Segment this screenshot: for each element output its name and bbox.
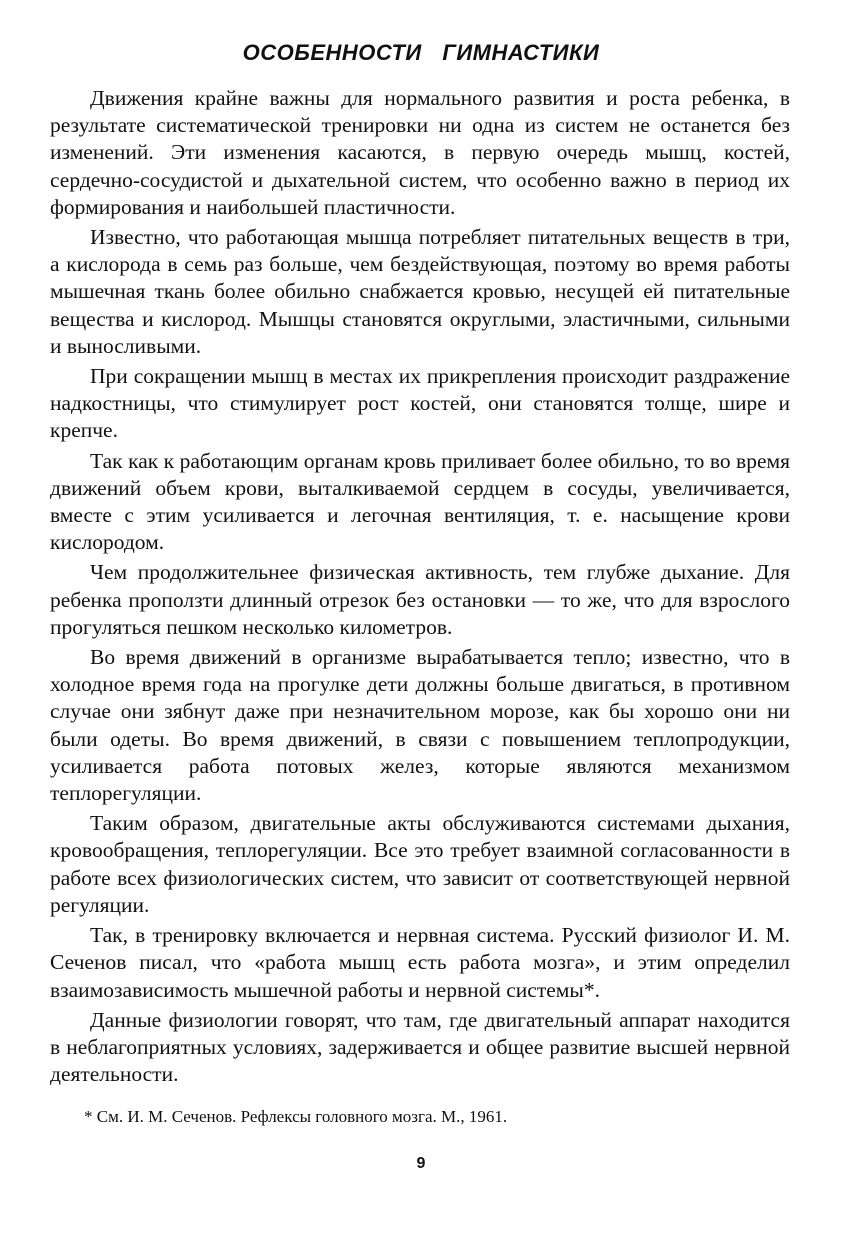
footnote: * См. И. М. Сеченов. Рефлексы головного мозга. М., 1961.	[84, 1107, 508, 1126]
paragraph-2: Известно, что работающая мышца потребляет питательных веществ в три, а кислорода в семь раз больше, чем бездействующая, поэтому во время работы мышечная ткань более обильно снабжается кровью, несущей ей питательные вещества и кислород. Мышцы становятся округлыми, эластичными, сильными и выносливыми.	[50, 225, 790, 358]
paragraph-3: При сокращении мышц в местах их прикрепления происходит раздражение надкостницы, что стимулирует рост костей, они становятся толще, шире и крепче.	[50, 364, 790, 443]
paragraph-4: Так как к работающим органам кровь приливает более обильно, то во время движений объем крови, выталкиваемой сердцем в сосуды, увеличивается, вместе с этим усиливается и легочная вентиляция, т. е. насыщение крови кислородом.	[50, 448, 790, 555]
paragraph-9: Данные физиологии говорят, что там, где двигательный аппарат находится в неблагоприятных условиях, задерживается и общее развитие высшей нервной деятельности.	[50, 1007, 790, 1087]
page-number: 9	[416, 1155, 426, 1172]
paragraph-7: Таким образом, двигательные акты обслуживаются системами дыхания, кровообращения, теплорегуляции. Все это требует взаимной согласованности в работе всех физиологических систем, что зависит от соответствующей нервной регуляции.	[50, 811, 790, 917]
page-title: ОСОБЕННОСТИ ГИМНАСТИКИ	[242, 40, 600, 65]
paragraph-6: Во время движений в организме вырабатывается тепло; известно, что в холодное время года на прогулке дети должны больше двигаться, в противном случае они зябнут даже при незначительном морозе, как бы хорошо они ни были одеты. Во время движений, в связи с повышением теплопродукции, усиливается работа потовых желез, которые являются механизмом теплорегуляции.	[50, 645, 790, 806]
paragraph-5: Чем продолжительнее физическая активность, тем глубже дыхание. Для ребенка проползти длинный отрезок без остановки — то же, что для взрослого прогуляться пешком несколько километров.	[50, 560, 790, 639]
paragraph-8: Так, в тренировку включается и нервная система. Русский физиолог И. М. Сеченов писал, что «работа мышц есть работа мозга», и этим определил взаимозависимость мышечной работы и нервной системы*.	[50, 923, 790, 1002]
paragraph-1: Движения крайне важны для нормального развития и роста ребенка, в результате систематической тренировки ни одна из систем не останется без изменений. Эти изменения касаются, в первую очередь мышц, костей, сердечно-сосудистой и дыхательной систем, что особенно важно в период их формирования и наибольшей пластичности.	[50, 86, 790, 219]
body-text	[50, 85, 790, 1091]
